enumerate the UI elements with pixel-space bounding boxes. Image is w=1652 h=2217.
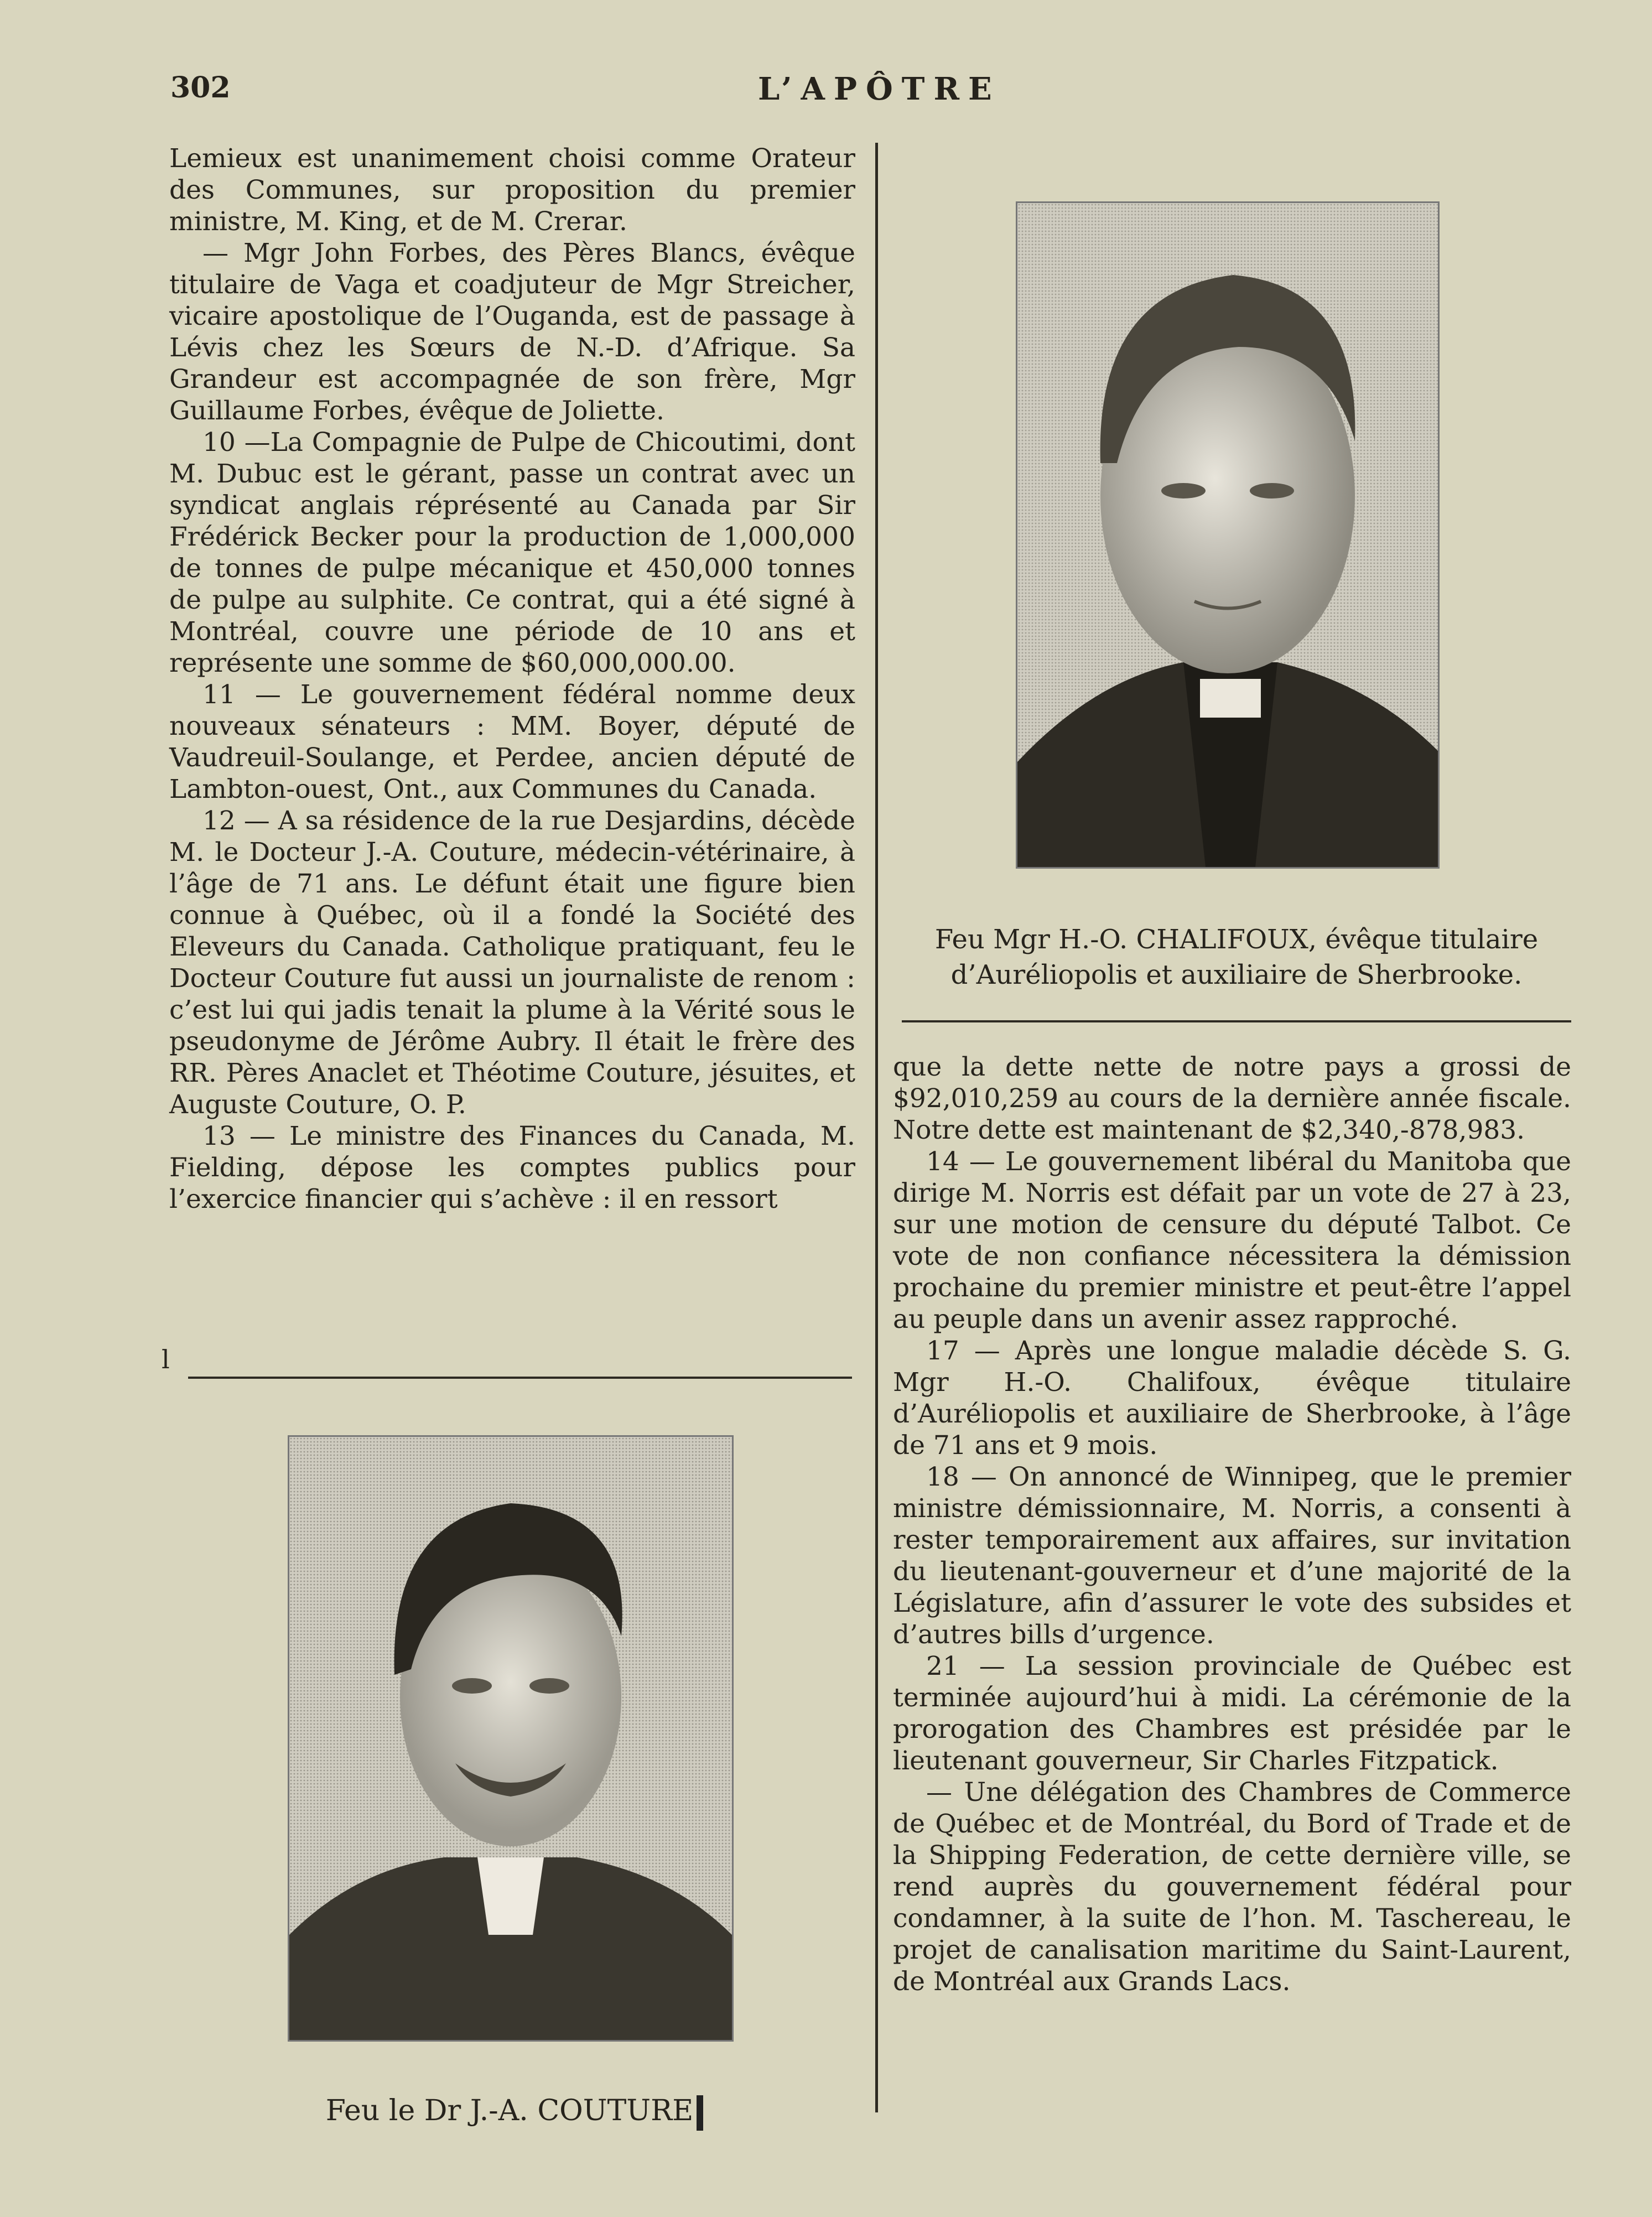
- paragraph: 14 — Le gouvernement libéral du Manitoba que dirige M. Norris est défait par un vote de 27 à 23, sur une motion de censure du député Talbot. Ce vote de non confiance nécessitera la démission prochaine du premier ministre et peut-être l’appel au peuple dans un avenir assez rapproché.: [893, 1146, 1571, 1335]
- paragraph: 12 — A sa résidence de la rue Desjardins, décède M. le Docteur J.-A. Couture, médecin-vétérinaire, à l’âge de 71 ans. Le défunt était une figure bien connue à Québec, où il a fondé la Société des Eleveurs du Canada. Catholique pratiquant, feu le Docteur Couture fut aussi un journaliste de renom : c’est lui qui jadis tenait la plume à la Vérité sous le pseudonyme de Jérôme Aubry. Il était le frère des RR. Pères Anaclet et Théotime Couture, jésuites, et Auguste Couture, O. P.: [169, 806, 855, 1120]
- paragraph: 17 — Après une longue maladie décède S. G. Mgr H.-O. Chalifoux, évêque titulaire d’Auréliopolis et auxiliaire de Sherbrooke, à l’âge de 71 ans et 9 mois.: [893, 1336, 1571, 1461]
- page-header: [0, 71, 1652, 115]
- paragraph: 13 — Le ministre des Finances du Canada, M. Fielding, dépose les comptes publics pour l’exercice financier qui s’achève : il en ressort: [169, 1121, 855, 1214]
- paragraph: 18 — On annoncé de Winnipeg, que le premier ministre démissionnaire, M. Norris, a consenti à rester temporairement aux affaires, sur invitation du lieutenant-gouverneur et d’une majorité de la Législature, afin d’assurer le vote des subsides et d’autres bills d’urgence.: [893, 1462, 1571, 1650]
- couture-caption: [288, 2093, 741, 2131]
- running-head: L’APÔTRE: [758, 71, 1001, 107]
- chalifoux-caption: Feu Mgr H.-O. CHALIFOUX, évêque titulaire d’Auréliopolis et auxiliaire de Sherbrooke.: [934, 924, 1539, 990]
- paragraph: 21 — La session provinciale de Québec est terminée aujourd’hui à midi. La cérémonie de la prorogation des Chambres est présidée par le lieutenant gouverneur, Sir Charles Fitzpatick.: [893, 1651, 1571, 1776]
- right-column-rule: [902, 1020, 1571, 1022]
- column-divider: [875, 143, 878, 2112]
- paragraph: — Mgr John Forbes, des Pères Blancs, évêque titulaire de Vaga et coadjuteur de Mgr Streicher, vicaire apostolique de l’Ouganda, est de passage à Lévis chez les Sœurs de N.-D. d’Afrique. Sa Grandeur est accompagnée de son frère, Mgr Guillaume Forbes, évêque de Joliette.: [169, 238, 855, 426]
- chalifoux-portrait-image: [1017, 203, 1438, 867]
- paragraph: Lemieux est unanimement choisi comme Orateur des Communes, sur proposition du premier ministre, M. King, et de M. Crerar.: [169, 143, 855, 237]
- stray-mark: l: [162, 1344, 170, 1374]
- chalifoux-portrait-photo: [1016, 201, 1440, 869]
- paragraph: 11 — Le gouvernement fédéral nomme deux nouveaux sénateurs : MM. Boyer, député de Vaudreuil-Soulange, et Perdee, ancien député de Lambton-ouest, Ont., aux Communes du Canada.: [169, 679, 855, 804]
- couture-portrait-image: [289, 1437, 732, 2040]
- left-column-text: [169, 143, 855, 1215]
- caption-bar: [697, 2095, 703, 2131]
- left-column-rule: [188, 1377, 852, 1379]
- paragraph: que la dette nette de notre pays a grossi de $92,010,259 au cours de la dernière année fiscale. Notre dette est maintenant de $2,340,-878,983.: [893, 1052, 1571, 1145]
- couture-caption-text: Feu le Dr J.-A. COUTURE: [325, 2094, 694, 2127]
- page-number: 302: [170, 71, 231, 105]
- right-column-text: [893, 1051, 1571, 1997]
- paragraph: — Une délégation des Chambres de Commerce de Québec et de Montréal, du Bord of Trade et de la Shipping Federation, de cette dernière ville, se rend auprès du gouvernement fédéral pour condamner, à la suite de l’hon. M. Taschereau, le projet de canalisation maritime du Saint-Laurent, de Montréal aux Grands Lacs.: [893, 1777, 1571, 1997]
- paragraph: 10 —La Compagnie de Pulpe de Chicoutimi, dont M. Dubuc est le gérant, passe un contrat avec un syndicat anglais réprésenté au Canada par Sir Frédérick Becker pour la production de 1,000,000 de tonnes de pulpe mécanique et 450,000 tonnes de pulpe au sulphite. Ce contrat, qui a été signé à Montréal, couvre une période de 10 ans et représente une somme de $60,000,000.00.: [169, 427, 855, 678]
- couture-portrait-photo: [288, 1435, 734, 2042]
